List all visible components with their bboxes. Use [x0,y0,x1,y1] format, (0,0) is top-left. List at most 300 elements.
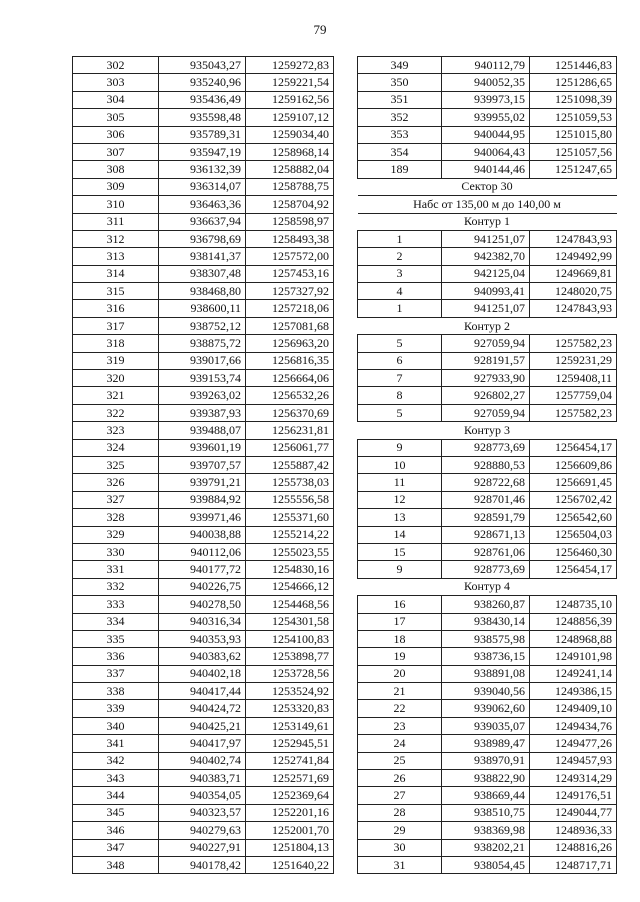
point-number-cell: 2 [358,248,442,265]
y-coordinate-cell: 1248968,88 [530,630,617,647]
y-coordinate-cell: 1252201,16 [246,804,334,821]
y-coordinate-cell: 1256542,60 [530,509,617,526]
table-row [73,648,334,665]
point-number-cell: 7 [358,370,442,387]
table-row [73,787,334,804]
y-coordinate-cell: 1253149,61 [246,717,334,734]
y-coordinate-cell: 1249176,51 [530,787,617,804]
table-row [73,856,334,873]
contour-heading: Контур 1 [358,213,617,230]
point-number-cell: 332 [73,578,159,595]
table-row [358,735,617,752]
y-coordinate-cell: 1254100,83 [246,630,334,647]
y-coordinate-cell: 1248020,75 [530,283,617,300]
y-coordinate-cell: 1258704,92 [246,196,334,213]
table-row [73,543,334,560]
x-coordinate-cell: 939955,02 [442,109,530,126]
coordinates-table-right [357,56,617,874]
x-coordinate-cell: 938369,98 [442,822,530,839]
table-row [358,283,617,300]
x-coordinate-cell: 938575,98 [442,630,530,647]
table-row [73,404,334,421]
x-coordinate-cell: 940993,41 [442,283,530,300]
x-coordinate-cell: 940353,93 [159,630,246,647]
contour-heading: Контур 4 [358,578,617,595]
x-coordinate-cell: 938054,45 [442,856,530,873]
y-coordinate-cell: 1257572,00 [246,248,334,265]
x-coordinate-cell: 940354,05 [159,787,246,804]
point-number-cell: 304 [73,91,159,108]
table-row [73,683,334,700]
y-coordinate-cell: 1259272,83 [246,57,334,74]
y-coordinate-cell: 1253320,83 [246,700,334,717]
x-coordinate-cell: 928773,69 [442,439,530,456]
table-row [358,543,617,560]
x-coordinate-cell: 940279,63 [159,822,246,839]
x-coordinate-cell: 941251,07 [442,230,530,247]
table-row [358,613,617,630]
x-coordinate-cell: 940177,72 [159,561,246,578]
point-number-cell: 15 [358,543,442,560]
x-coordinate-cell: 939488,07 [159,422,246,439]
table-row [73,526,334,543]
table-row [73,752,334,769]
y-coordinate-cell: 1256061,77 [246,439,334,456]
table-row [358,91,617,108]
point-number-cell: 19 [358,648,442,665]
table-row [358,109,617,126]
x-coordinate-cell: 940383,62 [159,648,246,665]
x-coordinate-cell: 940424,72 [159,700,246,717]
table-row [358,387,617,404]
table-row [358,230,617,247]
point-number-cell: 326 [73,474,159,491]
x-coordinate-cell: 928671,13 [442,526,530,543]
table-row [73,770,334,787]
x-coordinate-cell: 936132,39 [159,161,246,178]
sector-heading: Набс от 135,00 м до 140,00 м [358,196,617,213]
y-coordinate-cell: 1249434,76 [530,717,617,734]
x-coordinate-cell: 939707,57 [159,456,246,473]
point-number-cell: 9 [358,561,442,578]
point-number-cell: 302 [73,57,159,74]
y-coordinate-cell: 1257582,23 [530,404,617,421]
x-coordinate-cell: 935947,19 [159,143,246,160]
table-row [73,143,334,160]
y-coordinate-cell: 1249409,10 [530,700,617,717]
y-coordinate-cell: 1253728,56 [246,665,334,682]
y-coordinate-cell: 1256702,42 [530,491,617,508]
y-coordinate-cell: 1251247,65 [530,161,617,178]
point-number-cell: 323 [73,422,159,439]
y-coordinate-cell: 1249044,77 [530,804,617,821]
y-coordinate-cell: 1252369,64 [246,787,334,804]
y-coordinate-cell: 1249386,15 [530,683,617,700]
x-coordinate-cell: 928591,79 [442,509,530,526]
table-row [358,526,617,543]
y-coordinate-cell: 1257327,92 [246,283,334,300]
table-row [358,683,617,700]
contour-heading-row [358,578,617,595]
y-coordinate-cell: 1252571,69 [246,770,334,787]
table-row [73,839,334,856]
table-row [358,804,617,821]
x-coordinate-cell: 926802,27 [442,387,530,404]
y-coordinate-cell: 1249241,14 [530,665,617,682]
y-coordinate-cell: 1253898,77 [246,648,334,665]
x-coordinate-cell: 938600,11 [159,300,246,317]
table-row [73,196,334,213]
point-number-cell: 311 [73,213,159,230]
x-coordinate-cell: 939040,56 [442,683,530,700]
y-coordinate-cell: 1247843,93 [530,230,617,247]
point-number-cell: 5 [358,335,442,352]
sector-heading-row [358,178,617,195]
x-coordinate-cell: 928773,69 [442,561,530,578]
point-number-cell: 20 [358,665,442,682]
contour-heading-row [358,422,617,439]
point-number-cell: 5 [358,404,442,421]
x-coordinate-cell: 938752,12 [159,317,246,334]
sector-heading-row [358,196,617,213]
point-number-cell: 189 [358,161,442,178]
table-row [73,248,334,265]
y-coordinate-cell: 1251804,13 [246,839,334,856]
point-number-cell: 31 [358,856,442,873]
x-coordinate-cell: 938822,90 [442,770,530,787]
point-number-cell: 338 [73,683,159,700]
point-number-cell: 341 [73,735,159,752]
table-row [73,665,334,682]
point-number-cell: 347 [73,839,159,856]
y-coordinate-cell: 1256370,69 [246,404,334,421]
x-coordinate-cell: 938468,80 [159,283,246,300]
table-row [358,630,617,647]
table-row [73,352,334,369]
point-number-cell: 6 [358,352,442,369]
point-number-cell: 13 [358,509,442,526]
x-coordinate-cell: 939884,92 [159,491,246,508]
x-coordinate-cell: 928722,68 [442,474,530,491]
y-coordinate-cell: 1255556,58 [246,491,334,508]
x-coordinate-cell: 938510,75 [442,804,530,821]
table-row [73,735,334,752]
point-number-cell: 322 [73,404,159,421]
point-number-cell: 30 [358,839,442,856]
x-coordinate-cell: 935598,48 [159,109,246,126]
point-number-cell: 352 [358,109,442,126]
y-coordinate-cell: 1255371,60 [246,509,334,526]
point-number-cell: 8 [358,387,442,404]
table-row [73,265,334,282]
point-number-cell: 17 [358,613,442,630]
y-coordinate-cell: 1249101,98 [530,648,617,665]
point-number-cell: 313 [73,248,159,265]
point-number-cell: 331 [73,561,159,578]
x-coordinate-cell: 940383,71 [159,770,246,787]
table-row [73,613,334,630]
y-coordinate-cell: 1256532,26 [246,387,334,404]
table-row [358,404,617,421]
table-row [73,491,334,508]
point-number-cell: 346 [73,822,159,839]
x-coordinate-cell: 928701,46 [442,491,530,508]
y-coordinate-cell: 1249669,81 [530,265,617,282]
y-coordinate-cell: 1254666,12 [246,578,334,595]
y-coordinate-cell: 1256963,20 [246,335,334,352]
point-number-cell: 303 [73,74,159,91]
y-coordinate-cell: 1253524,92 [246,683,334,700]
point-number-cell: 18 [358,630,442,647]
table-row [358,352,617,369]
table-row [73,474,334,491]
y-coordinate-cell: 1257759,04 [530,387,617,404]
table-row [358,509,617,526]
table-row [358,856,617,873]
contour-heading: Контур 3 [358,422,617,439]
table-row [73,422,334,439]
y-coordinate-cell: 1259162,56 [246,91,334,108]
x-coordinate-cell: 938141,37 [159,248,246,265]
y-coordinate-cell: 1257081,68 [246,317,334,334]
point-number-cell: 336 [73,648,159,665]
x-coordinate-cell: 938736,15 [442,648,530,665]
point-number-cell: 350 [358,74,442,91]
y-coordinate-cell: 1251015,80 [530,126,617,143]
table-row [73,561,334,578]
point-number-cell: 330 [73,543,159,560]
table-row [73,161,334,178]
point-number-cell: 327 [73,491,159,508]
y-coordinate-cell: 1256454,17 [530,561,617,578]
point-number-cell: 321 [73,387,159,404]
point-number-cell: 310 [73,196,159,213]
y-coordinate-cell: 1257218,06 [246,300,334,317]
point-number-cell: 23 [358,717,442,734]
y-coordinate-cell: 1248735,10 [530,596,617,613]
y-coordinate-cell: 1254468,56 [246,596,334,613]
table-row [73,439,334,456]
x-coordinate-cell: 928191,57 [442,352,530,369]
y-coordinate-cell: 1254830,16 [246,561,334,578]
point-number-cell: 28 [358,804,442,821]
point-number-cell: 316 [73,300,159,317]
y-coordinate-cell: 1256504,03 [530,526,617,543]
table-row [358,300,617,317]
contour-heading-row [358,317,617,334]
y-coordinate-cell: 1252741,84 [246,752,334,769]
table-row [358,161,617,178]
table-row [358,126,617,143]
x-coordinate-cell: 935436,49 [159,91,246,108]
y-coordinate-cell: 1248936,33 [530,822,617,839]
y-coordinate-cell: 1255214,22 [246,526,334,543]
y-coordinate-cell: 1249457,93 [530,752,617,769]
x-coordinate-cell: 938875,72 [159,335,246,352]
table-row [358,57,617,74]
y-coordinate-cell: 1256231,81 [246,422,334,439]
y-coordinate-cell: 1256460,30 [530,543,617,560]
table-row [358,74,617,91]
table-row [358,335,617,352]
y-coordinate-cell: 1252945,51 [246,735,334,752]
x-coordinate-cell: 940052,35 [442,74,530,91]
point-number-cell: 317 [73,317,159,334]
y-coordinate-cell: 1258598,97 [246,213,334,230]
contour-heading: Контур 2 [358,317,617,334]
y-coordinate-cell: 1251640,22 [246,856,334,873]
table-row [73,335,334,352]
table-row [358,770,617,787]
x-coordinate-cell: 940402,18 [159,665,246,682]
table-row [73,126,334,143]
x-coordinate-cell: 939153,74 [159,370,246,387]
y-coordinate-cell: 1251098,39 [530,91,617,108]
table-row [73,178,334,195]
point-number-cell: 324 [73,439,159,456]
table-row [358,648,617,665]
x-coordinate-cell: 939263,02 [159,387,246,404]
x-coordinate-cell: 938669,44 [442,787,530,804]
point-number-cell: 349 [358,57,442,74]
point-number-cell: 11 [358,474,442,491]
x-coordinate-cell: 935789,31 [159,126,246,143]
x-coordinate-cell: 939035,07 [442,717,530,734]
table-row [358,248,617,265]
x-coordinate-cell: 939601,19 [159,439,246,456]
point-number-cell: 308 [73,161,159,178]
table-row [73,596,334,613]
x-coordinate-cell: 939017,66 [159,352,246,369]
y-coordinate-cell: 1258788,75 [246,178,334,195]
y-coordinate-cell: 1248856,39 [530,613,617,630]
table-row [73,700,334,717]
point-number-cell: 333 [73,596,159,613]
y-coordinate-cell: 1249314,29 [530,770,617,787]
x-coordinate-cell: 942382,70 [442,248,530,265]
point-number-cell: 10 [358,456,442,473]
point-number-cell: 318 [73,335,159,352]
point-number-cell: 21 [358,683,442,700]
point-number-cell: 328 [73,509,159,526]
table-row [73,283,334,300]
x-coordinate-cell: 927059,94 [442,404,530,421]
coordinates-table-left [72,56,334,874]
table-row [73,804,334,821]
x-coordinate-cell: 939062,60 [442,700,530,717]
table-row [358,822,617,839]
point-number-cell: 12 [358,491,442,508]
y-coordinate-cell: 1256454,17 [530,439,617,456]
table-row [73,91,334,108]
x-coordinate-cell: 939387,93 [159,404,246,421]
y-coordinate-cell: 1256609,86 [530,456,617,473]
x-coordinate-cell: 936798,69 [159,230,246,247]
point-number-cell: 9 [358,439,442,456]
x-coordinate-cell: 940278,50 [159,596,246,613]
x-coordinate-cell: 940425,21 [159,717,246,734]
y-coordinate-cell: 1258882,04 [246,161,334,178]
point-number-cell: 1 [358,300,442,317]
x-coordinate-cell: 942125,04 [442,265,530,282]
x-coordinate-cell: 939791,21 [159,474,246,491]
x-coordinate-cell: 940417,44 [159,683,246,700]
table-row [73,74,334,91]
table-row [358,474,617,491]
point-number-cell: 22 [358,700,442,717]
x-coordinate-cell: 938989,47 [442,735,530,752]
x-coordinate-cell: 938307,48 [159,265,246,282]
point-number-cell: 342 [73,752,159,769]
table-row [73,57,334,74]
table-row [358,561,617,578]
x-coordinate-cell: 940144,46 [442,161,530,178]
table-row [358,439,617,456]
y-coordinate-cell: 1255738,03 [246,474,334,491]
point-number-cell: 1 [358,230,442,247]
point-number-cell: 307 [73,143,159,160]
table-row [358,787,617,804]
x-coordinate-cell: 928761,06 [442,543,530,560]
x-coordinate-cell: 936314,07 [159,178,246,195]
y-coordinate-cell: 1254301,58 [246,613,334,630]
page-number: 79 [313,22,327,37]
point-number-cell: 348 [73,856,159,873]
point-number-cell: 14 [358,526,442,543]
x-coordinate-cell: 938430,14 [442,613,530,630]
point-number-cell: 337 [73,665,159,682]
table-row [73,456,334,473]
point-number-cell: 305 [73,109,159,126]
x-coordinate-cell: 936637,94 [159,213,246,230]
point-number-cell: 340 [73,717,159,734]
point-number-cell: 353 [358,126,442,143]
y-coordinate-cell: 1251286,65 [530,74,617,91]
y-coordinate-cell: 1258493,38 [246,230,334,247]
sector-heading: Сектор 30 [461,179,513,194]
y-coordinate-cell: 1248816,26 [530,839,617,856]
x-coordinate-cell: 941251,07 [442,300,530,317]
x-coordinate-cell: 927933,90 [442,370,530,387]
y-coordinate-cell: 1258968,14 [246,143,334,160]
x-coordinate-cell: 939971,46 [159,509,246,526]
table-row [358,752,617,769]
table-row [73,300,334,317]
point-number-cell: 354 [358,143,442,160]
y-coordinate-cell: 1259107,12 [246,109,334,126]
x-coordinate-cell: 927059,94 [442,335,530,352]
point-number-cell: 24 [358,735,442,752]
y-coordinate-cell: 1256816,35 [246,352,334,369]
x-coordinate-cell: 940417,97 [159,735,246,752]
point-number-cell: 343 [73,770,159,787]
point-number-cell: 314 [73,265,159,282]
table-row [358,456,617,473]
x-coordinate-cell: 940112,79 [442,57,530,74]
point-number-cell: 309 [73,178,159,195]
x-coordinate-cell: 940038,88 [159,526,246,543]
point-number-cell: 329 [73,526,159,543]
table-row [358,265,617,282]
y-coordinate-cell: 1257582,23 [530,335,617,352]
point-number-cell: 3 [358,265,442,282]
point-number-cell: 335 [73,630,159,647]
x-coordinate-cell: 940227,91 [159,839,246,856]
table-row [73,509,334,526]
point-number-cell: 319 [73,352,159,369]
x-coordinate-cell: 940044,95 [442,126,530,143]
y-coordinate-cell: 1248717,71 [530,856,617,873]
